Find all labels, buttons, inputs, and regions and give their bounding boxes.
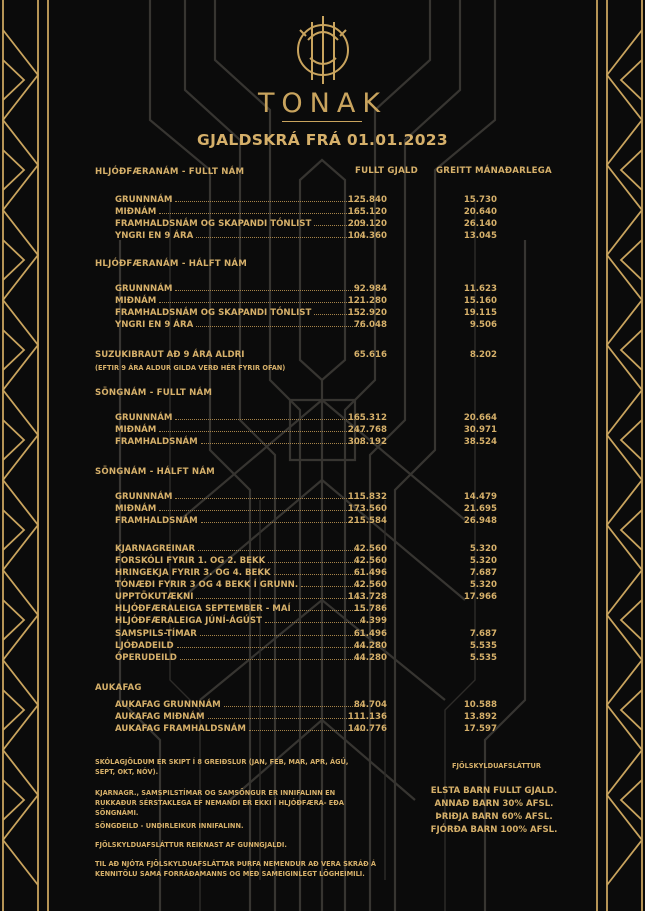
full-price-value: 4.399 [359, 616, 387, 626]
full-price-value: 215.584 [347, 516, 387, 526]
full-price-value: 173.560 [347, 504, 387, 514]
section-heading: AUKAFAG [95, 683, 142, 693]
row-label-text: YNGRI EN 9 ÁRA [115, 320, 194, 330]
brand-name: TONAK [257, 88, 388, 119]
row-label-text: YNGRI EN 9 ÁRA [115, 231, 194, 241]
monthly-price-value: 26.948 [463, 516, 497, 526]
row-label-text: MIÐNÁM [115, 504, 157, 514]
row-label-text: UPPTÖKUTÆKNI [115, 592, 194, 602]
monthly-price-value: 5.320 [469, 580, 497, 590]
full-price-value: 42.560 [353, 544, 387, 554]
row-label-text: LJÓÐADEILD [115, 641, 174, 651]
monthly-price-value: 13.045 [463, 231, 497, 241]
row-label-text: GRUNNNÁM [115, 413, 173, 423]
row-label-text: MIÐNÁM [115, 296, 157, 306]
monthly-price-value: 30.971 [463, 425, 497, 435]
row-label-text: GRUNNNÁM [115, 284, 173, 294]
row-label-text: FORSKÓLI FYRIR 1. OG 2. BEKK [115, 556, 266, 566]
row-label-text: FRAMHALDSNÁM [115, 437, 198, 447]
suzuki-heading: SUZUKIBRAUT AÐ 9 ÁRA ALDRI [95, 350, 245, 360]
note-discount-basis: FJÖLSKYLDUAFSLÁTTUR REIKNAST AF GUNNGJALDI. [95, 841, 287, 849]
row-label-text: AUKAFAG FRAMHALDSNÁM [115, 724, 246, 734]
monthly-price-value: 5.535 [469, 653, 497, 663]
section-heading: SÖNGNÁM - FULLT NÁM [95, 388, 213, 398]
note-discount-rule: TIL AÐ NJÓTA FJÖLSKYLDUAFSLÁTTAR ÞURFA NEMENDUR AÐ VERA SKRÁÐ Á KENNITÖLU SAMA FORRÁÐAMANNS OG MEÐ SAMEIGINLEGT LÖGHEIMILI. [95, 860, 377, 878]
note-core-subjects: KJARNAGR., SAMSPILSTÍMAR OG SAMSÖNGUR ER INNIFALINN EN RUKKAÐUR SÉRSTAKLEGA EF NEMANDI ER EKKI Í HLJÓÐFÆRA- EÐA SÖNGNÁMI. [95, 789, 344, 817]
tonak-logo-icon [292, 10, 354, 90]
note-song-dept: SÖNGDEILD - UNDIRLEIKUR INNIFALINN. [95, 822, 244, 830]
row-label-text: GRUNNNÁM [115, 195, 173, 205]
monthly-price-value: 26.140 [463, 219, 497, 229]
full-price-value: 308.192 [347, 437, 387, 447]
row-label-text: AUKAFAG MIÐNÁM [115, 712, 205, 722]
suzuki-full-value: 65.616 [353, 350, 387, 360]
discount-heading: FJÖLSKYLDUAFSLÁTTUR [452, 762, 541, 770]
monthly-price-value: 5.320 [469, 544, 497, 554]
discount-line: ANNAÐ BARN 30% AFSL. [434, 799, 554, 809]
monthly-price-value: 20.640 [463, 207, 497, 217]
full-price-value: 15.786 [353, 604, 387, 614]
suzuki-note: (EFTIR 9 ÁRA ALDUR GILDA VERÐ HÉR FYRIR OFAN) [95, 364, 286, 372]
monthly-price-value: 15.730 [463, 195, 497, 205]
row-label-text: KJARNAGREINAR [115, 544, 196, 554]
row-label-text: MIÐNÁM [115, 207, 157, 217]
monthly-price-value: 15.160 [463, 296, 497, 306]
full-price-value: 61.496 [353, 629, 387, 639]
full-price-value: 115.832 [347, 492, 387, 502]
page-title: GJALDSKRÁ FRÁ 01.01.2023 [197, 131, 448, 149]
column-header-monthly: GREITT MÁNAÐARLEGA [436, 166, 552, 176]
monthly-price-value: 38.524 [463, 437, 497, 447]
column-header-full: FULLT GJALD [355, 166, 418, 176]
section-heading: SÖNGNÁM - HÁLFT NÁM [95, 467, 215, 477]
full-price-value: 209.120 [347, 219, 387, 229]
section-heading: HLJÓÐFÆRANÁM - HÁLFT NÁM [95, 259, 248, 269]
monthly-price-value: 5.320 [469, 556, 497, 566]
row-label-text: ÓPERUDEILD [115, 653, 177, 663]
monthly-price-value: 19.115 [463, 308, 497, 318]
full-price-value: 121.280 [347, 296, 387, 306]
discount-line: ÞRIÐJA BARN 60% AFSL. [435, 812, 553, 822]
monthly-price-value: 17.597 [463, 724, 497, 734]
logo-underline [282, 121, 362, 122]
full-price-value: 76.048 [353, 320, 387, 330]
full-price-value: 104.360 [347, 231, 387, 241]
row-label-text: HLJÓÐFÆRALEIGA SEPTEMBER - MAÍ [115, 604, 291, 614]
monthly-price-value: 14.479 [463, 492, 497, 502]
row-label-text: HLJÓÐFÆRALEIGA JÚNÍ-ÁGÚST [115, 616, 262, 626]
full-price-value: 61.496 [353, 568, 387, 578]
monthly-price-value: 9.506 [469, 320, 497, 330]
full-price-value: 44.280 [353, 653, 387, 663]
row-label-text: FRAMHALDSNÁM [115, 516, 198, 526]
monthly-price-value: 20.664 [463, 413, 497, 423]
row-label-text: TÓNÆÐI FYRIR 3 OG 4 BEKK Í GRUNN. [115, 580, 299, 590]
full-price-value: 44.280 [353, 641, 387, 651]
full-price-value: 140.776 [347, 724, 387, 734]
monthly-price-value: 11.623 [463, 284, 497, 294]
discount-line: FJÓRÐA BARN 100% AFSL. [430, 825, 558, 835]
monthly-price-value: 10.588 [463, 700, 497, 710]
full-price-value: 42.560 [353, 580, 387, 590]
row-label-text: MIÐNÁM [115, 425, 157, 435]
row-label-text: SAMSPILS-TÍMAR [115, 629, 197, 639]
full-price-value: 42.560 [353, 556, 387, 566]
note-payment: SKÓLAGJÖLDUM ER SKIPT Í 8 GREIÐSLUR (JAN, FEB, MAR, APR, ÁGÚ, SEPT, OKT, NÓV). [95, 758, 349, 776]
discount-line: ELSTA BARN FULLT GJALD. [430, 786, 558, 796]
full-price-value: 84.704 [353, 700, 387, 710]
monthly-price-value: 7.687 [469, 568, 497, 578]
suzuki-monthly-value: 8.202 [469, 350, 497, 360]
monthly-price-value: 5.535 [469, 641, 497, 651]
monthly-price-value: 17.966 [463, 592, 497, 602]
full-price-value: 165.120 [347, 207, 387, 217]
full-price-value: 125.840 [347, 195, 387, 205]
monthly-price-value: 13.892 [463, 712, 497, 722]
full-price-value: 92.984 [353, 284, 387, 294]
row-label-text: HRINGEKJA FYRIR 3. OG 4. BEKK [115, 568, 271, 578]
full-price-value: 165.312 [347, 413, 387, 423]
row-label-text: AUKAFAG GRUNNNÁM [115, 700, 221, 710]
section-heading: HLJÓÐFÆRANÁM - FULLT NÁM [95, 167, 245, 177]
row-label-text: GRUNNNÁM [115, 492, 173, 502]
monthly-price-value: 21.695 [463, 504, 497, 514]
row-label-text: FRAMHALDSNÁM OG SKAPANDI TÓNLIST [115, 219, 312, 229]
full-price-value: 143.728 [347, 592, 387, 602]
full-price-value: 152.920 [347, 308, 387, 318]
monthly-price-value: 7.687 [469, 629, 497, 639]
full-price-value: 111.136 [347, 712, 387, 722]
row-label-text: FRAMHALDSNÁM OG SKAPANDI TÓNLIST [115, 308, 312, 318]
full-price-value: 247.768 [347, 425, 387, 435]
